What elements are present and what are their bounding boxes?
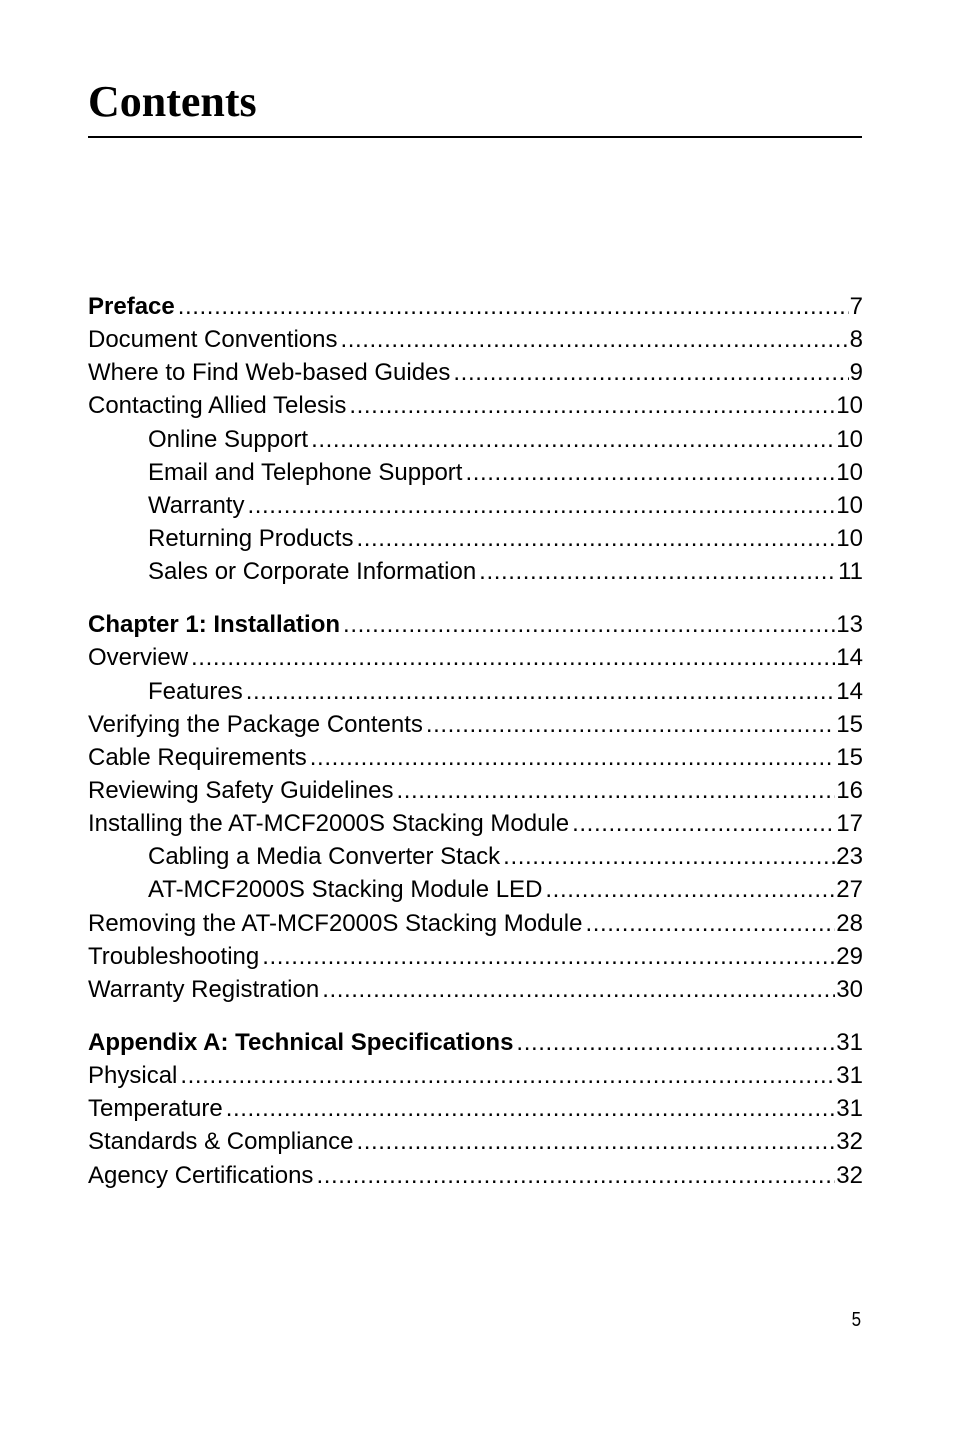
page-number: 5 bbox=[851, 1309, 861, 1331]
toc-leader-dots bbox=[180, 1059, 835, 1092]
toc-entry-page: 8 bbox=[849, 326, 863, 354]
toc-entry-page: 10 bbox=[836, 425, 863, 453]
toc-leader-dots bbox=[310, 741, 836, 774]
toc-entry-label: Appendix A: Technical Specifications bbox=[88, 1028, 514, 1056]
toc-entry[interactable] bbox=[88, 708, 863, 741]
toc-entry-page: 10 bbox=[836, 491, 863, 519]
toc-entry-label: Email and Telephone Support bbox=[148, 458, 463, 486]
toc-heading-entry[interactable] bbox=[88, 608, 863, 641]
toc-entry-label: Online Support bbox=[148, 425, 309, 453]
toc-leader-dots bbox=[585, 907, 835, 940]
toc-entry-label: Overview bbox=[88, 644, 189, 672]
toc-leader-dots bbox=[465, 456, 835, 489]
toc-entry-page: 29 bbox=[836, 942, 863, 970]
toc-entry[interactable] bbox=[88, 389, 863, 422]
toc-entry-label: Verifying the Package Contents bbox=[88, 710, 423, 738]
toc-entry[interactable] bbox=[88, 356, 863, 389]
toc-heading-entry[interactable] bbox=[88, 1026, 863, 1059]
toc-entry-label: Temperature bbox=[88, 1095, 223, 1123]
toc-entry[interactable] bbox=[88, 840, 863, 873]
toc-leader-dots bbox=[226, 1092, 836, 1125]
toc-entry-page: 23 bbox=[836, 843, 863, 871]
toc-entry[interactable] bbox=[88, 423, 863, 456]
toc-entry[interactable] bbox=[88, 774, 863, 807]
toc-entry-page: 13 bbox=[836, 611, 863, 639]
toc-entry-label: Where to Find Web-based Guides bbox=[88, 359, 451, 387]
toc-heading-entry[interactable] bbox=[88, 290, 863, 323]
toc-leader-dots bbox=[322, 973, 835, 1006]
toc-entry-label: Removing the AT-MCF2000S Stacking Module bbox=[88, 909, 583, 937]
toc-entry-page: 30 bbox=[836, 975, 863, 1003]
toc-entry[interactable] bbox=[88, 489, 863, 522]
toc-entry-label: Agency Certifications bbox=[88, 1161, 314, 1189]
page-title: Contents bbox=[88, 77, 257, 126]
toc-entry-label: Standards & Compliance bbox=[88, 1128, 354, 1156]
toc-entry[interactable] bbox=[88, 973, 863, 1006]
toc-entry-page: 31 bbox=[836, 1028, 863, 1056]
toc-entry-label: Troubleshooting bbox=[88, 942, 260, 970]
toc-leader-dots bbox=[316, 1159, 835, 1192]
toc-leader-dots bbox=[246, 675, 836, 708]
toc-entry[interactable] bbox=[88, 522, 863, 555]
toc-entry-page: 16 bbox=[836, 776, 863, 804]
toc-entry[interactable] bbox=[88, 873, 863, 906]
toc-leader-dots bbox=[178, 290, 849, 323]
toc-section bbox=[88, 1026, 863, 1192]
toc-entry-page: 9 bbox=[849, 359, 863, 387]
toc-entry-page: 10 bbox=[836, 392, 863, 420]
toc-section bbox=[88, 608, 863, 1006]
toc-entry[interactable] bbox=[88, 641, 863, 674]
toc-entry-page: 28 bbox=[836, 909, 863, 937]
toc-entry[interactable] bbox=[88, 555, 863, 588]
toc-entry-page: 14 bbox=[836, 644, 863, 672]
toc-leader-dots bbox=[340, 323, 848, 356]
toc-entry-page: 10 bbox=[836, 524, 863, 552]
toc-entry-label: Features bbox=[148, 677, 243, 705]
toc-leader-dots bbox=[572, 807, 835, 840]
toc-entry-page: 32 bbox=[836, 1128, 863, 1156]
toc-leader-dots bbox=[453, 356, 848, 389]
toc-leader-dots bbox=[343, 608, 835, 641]
toc-entry[interactable] bbox=[88, 1059, 863, 1092]
toc-leader-dots bbox=[545, 873, 835, 906]
toc-entry-page: 10 bbox=[836, 458, 863, 486]
table-of-contents bbox=[88, 290, 863, 1192]
toc-entry[interactable] bbox=[88, 741, 863, 774]
toc-entry-label: Sales or Corporate Information bbox=[148, 558, 477, 586]
toc-entry-label: Cabling a Media Converter Stack bbox=[148, 843, 501, 871]
toc-entry-page: 31 bbox=[836, 1062, 863, 1090]
toc-entry-label: Returning Products bbox=[148, 524, 354, 552]
toc-entry-page: 7 bbox=[849, 293, 863, 320]
toc-entry-page: 17 bbox=[836, 810, 863, 838]
toc-section bbox=[88, 290, 863, 588]
toc-entry-page: 32 bbox=[836, 1161, 863, 1189]
toc-entry[interactable] bbox=[88, 1125, 863, 1158]
toc-leader-dots bbox=[426, 708, 835, 741]
toc-entry-page: 15 bbox=[836, 710, 863, 738]
toc-entry-label: Preface bbox=[88, 293, 175, 320]
toc-leader-dots bbox=[349, 389, 835, 422]
toc-entry-label: Chapter 1: Installation bbox=[88, 611, 341, 639]
toc-entry-page: 11 bbox=[838, 558, 863, 586]
toc-entry-label: Installing the AT-MCF2000S Stacking Module bbox=[88, 810, 570, 838]
toc-entry-label: Document Conventions bbox=[88, 326, 338, 354]
toc-entry[interactable] bbox=[88, 940, 863, 973]
toc-entry[interactable] bbox=[88, 1092, 863, 1125]
toc-leader-dots bbox=[356, 522, 835, 555]
title-rule bbox=[88, 136, 862, 138]
toc-entry-label: Cable Requirements bbox=[88, 743, 307, 771]
toc-entry[interactable] bbox=[88, 675, 863, 708]
toc-leader-dots bbox=[479, 555, 837, 588]
toc-entry-page: 31 bbox=[836, 1095, 863, 1123]
toc-entry-page: 14 bbox=[836, 677, 863, 705]
toc-leader-dots bbox=[191, 641, 835, 674]
toc-entry-label: AT-MCF2000S Stacking Module LED bbox=[148, 876, 543, 904]
toc-leader-dots bbox=[356, 1125, 835, 1158]
toc-entry[interactable] bbox=[88, 323, 863, 356]
toc-entry-label: Warranty Registration bbox=[88, 975, 320, 1003]
toc-leader-dots bbox=[262, 940, 835, 973]
toc-entry-page: 15 bbox=[836, 743, 863, 771]
toc-leader-dots bbox=[503, 840, 835, 873]
toc-entry-label: Physical bbox=[88, 1062, 178, 1090]
toc-leader-dots bbox=[516, 1026, 835, 1059]
toc-entry-label: Warranty bbox=[148, 491, 245, 519]
toc-entry-label: Reviewing Safety Guidelines bbox=[88, 776, 394, 804]
toc-entry[interactable] bbox=[88, 1159, 863, 1192]
toc-leader-dots bbox=[247, 489, 835, 522]
toc-leader-dots bbox=[397, 774, 836, 807]
toc-entry[interactable] bbox=[88, 807, 863, 840]
toc-entry[interactable] bbox=[88, 456, 863, 489]
toc-entry[interactable] bbox=[88, 907, 863, 940]
toc-entry-label: Contacting Allied Telesis bbox=[88, 392, 347, 420]
toc-entry-page: 27 bbox=[836, 876, 863, 904]
toc-leader-dots bbox=[311, 423, 835, 456]
